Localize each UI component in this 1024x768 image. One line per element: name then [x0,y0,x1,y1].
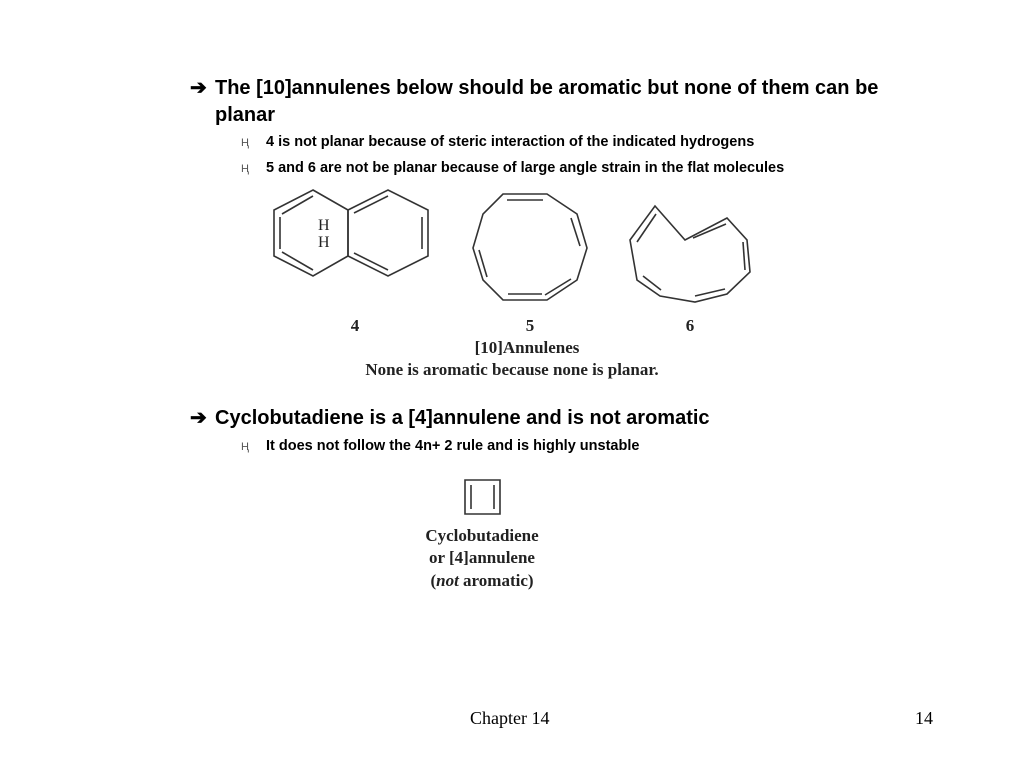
compound-number-6: 6 [685,316,695,335]
cyclobutadiene-caption-2: or [4]annulene [429,548,535,567]
bullet-cyclobutadiene [190,405,930,432]
bullet-text: Cyclobutadiene is a [4]annulene and is not aromatic [215,407,710,429]
cyclobutadiene-caption-1: Cyclobutadiene [425,526,539,545]
sub-bullet-text: 4 is not planar because of steric interaction of the indicated hydrogens [266,134,755,150]
sub-bullet-marker-icon: Ⱨ [241,441,249,453]
sub-bullet-text: It does not follow the 4n+ 2 rule and is highly unstable [266,438,640,454]
annulene-5-structure [470,188,590,306]
sub-bullet-text: 5 and 6 are not be planar because of large angle strain in the flat molecules [266,160,785,176]
sub-bullet [241,437,941,455]
sub-bullet-marker-icon: Ⱨ [241,163,249,175]
cyclobutadiene-caption-3: (not aromatic) [430,571,534,590]
compound-number-5: 5 [525,316,535,335]
footer-page-number: 14 [915,708,933,728]
sub-bullet-marker-icon: Ⱨ [241,137,249,149]
compound-number-4: 4 [350,316,360,335]
bullet-annulenes [190,75,930,129]
arrow-right-icon: ➔ [190,77,207,99]
sub-bullet [241,133,941,151]
sub-bullet [241,159,941,177]
h-label: H [318,234,330,251]
footer-chapter: Chapter 14 [470,708,550,728]
figure-caption-title: [10]Annulenes [474,338,580,357]
bullet-text: The [10]annulenes below should be aromatic but none of them can be planar [215,77,879,126]
figure-caption-subtitle: None is aromatic because none is planar. [365,360,659,379]
arrow-right-icon: ➔ [190,407,207,429]
cyclobutadiene-structure [462,477,504,517]
h-label: H [318,217,330,234]
annulene-6-structure [625,200,757,310]
annulene-4-structure [268,188,438,288]
